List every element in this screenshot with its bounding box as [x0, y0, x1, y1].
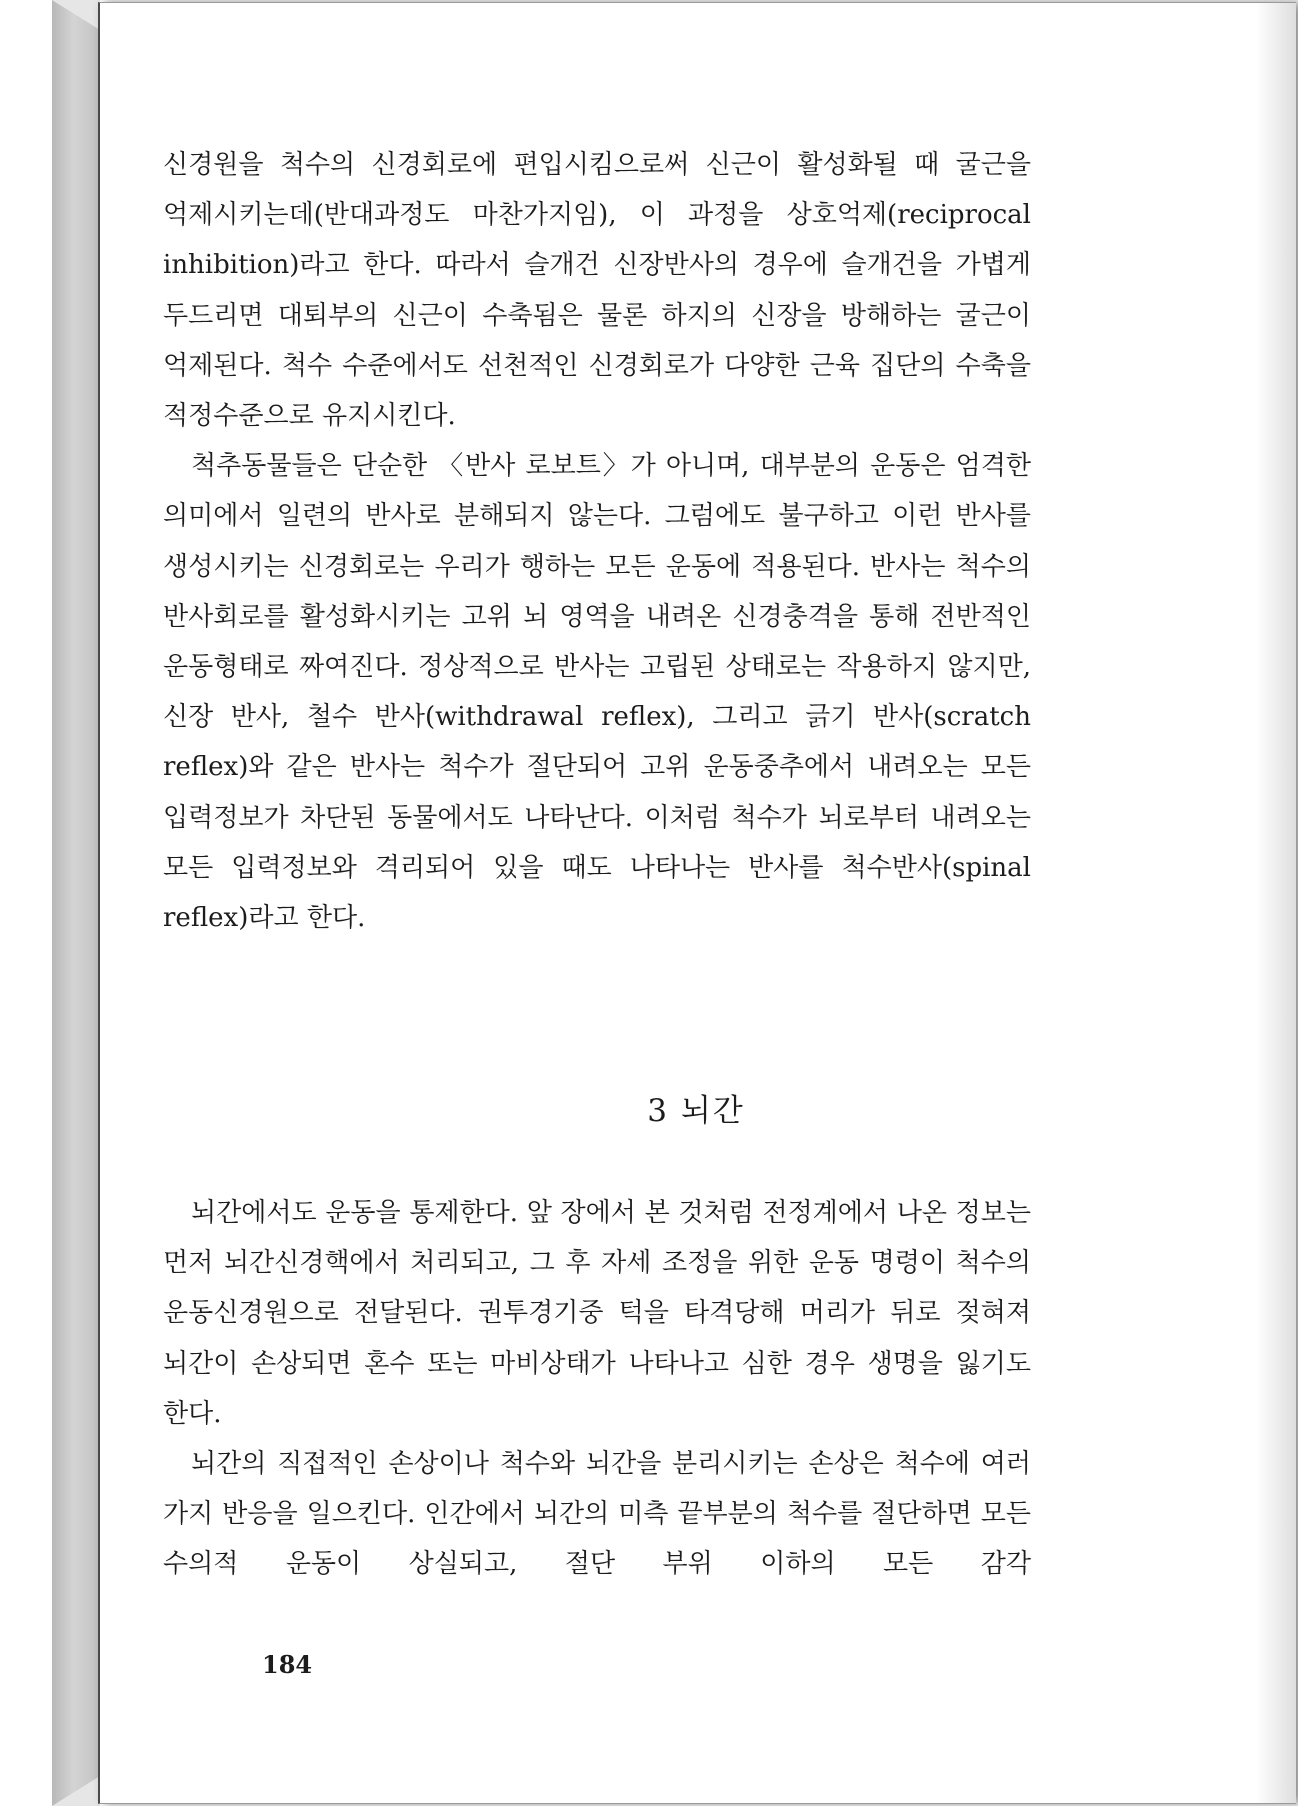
book-spine-edge [52, 0, 100, 1806]
body-text-upper [163, 140, 1031, 943]
book-edge-top-bevel [52, 0, 100, 30]
page-number: 184 [262, 1650, 313, 1679]
section-heading: 3 뇌간 [647, 1093, 745, 1129]
paragraph-reciprocal-inhibition: 신경원을 척수의 신경회로에 편입시킴으로써 신근이 활성화될 때 굴근을 억제시키는데(반대과정도 마찬가지임), 이 과정을 상호억제(reciprocal inhibition)라고 한다. 따라서 슬개건 신장반사의 경우에 슬개건을 가볍게 두드리면 대퇴부의 신근이 수축됨은 물론 하지의 신장을 방해하는 굴근이 억제된다. 척수 수준에서도 선천적인 신경회로가 다양한 근육 집단의 수축을 적정수준으로 유지시킨다. [163, 150, 1031, 432]
paragraph-brainstem-control: 뇌간에서도 운동을 통제한다. 앞 장에서 본 것처럼 전정계에서 나온 정보는 먼저 뇌간신경핵에서 처리되고, 그 후 자세 조정을 위한 운동 명령이 척수의 운동신경원으로 전달된다. 권투경기중 턱을 타격당해 머리가 뒤로 젖혀져 뇌간이 손상되면 혼수 또는 마비상태가 나타나고 심한 경우 생명을 잃기도 한다. [163, 1198, 1031, 1429]
paragraph-brainstem-damage: 뇌간의 직접적인 손상이나 척수와 뇌간을 분리시키는 손상은 척수에 여러 가지 반응을 일으킨다. 인간에서 뇌간의 미측 끝부분의 척수를 절단하면 모든 수의적 운동이 상실되고, 절단 부위 이하의 모든 감각 [163, 1449, 1031, 1580]
page-edge-shade [1256, 3, 1296, 1803]
body-text-lower [163, 1188, 1031, 1590]
book-edge-bottom-bevel [52, 1776, 100, 1806]
paragraph-spinal-reflex: 척추동물들은 단순한 〈반사 로보트〉가 아니며, 대부분의 운동은 엄격한 의미에서 일련의 반사로 분해되지 않는다. 그럼에도 불구하고 이런 반사를 생성시키는 신경회로는 우리가 행하는 모든 운동에 적용된다. 반사는 척수의 반사회로를 활성화시키는 고위 뇌 영역을 내려온 신경충격을 통해 전반적인 운동형태로 짜여진다. 정상적으로 반사는 고립된 상태로는 작용하지 않지만, 신장 반사, 철수 반사(withdrawal reflex), 그리고 긁기 반사(scratch reflex)와 같은 반사는 척수가 절단되어 고위 운동중추에서 내려오는 모든 입력정보가 차단된 동물에서도 나타난다. 이처럼 척수가 뇌로부터 내려오는 모든 입력정보와 격리되어 있을 때도 나타나는 반사를 척수반사(spinal reflex)라고 한다. [163, 451, 1031, 934]
